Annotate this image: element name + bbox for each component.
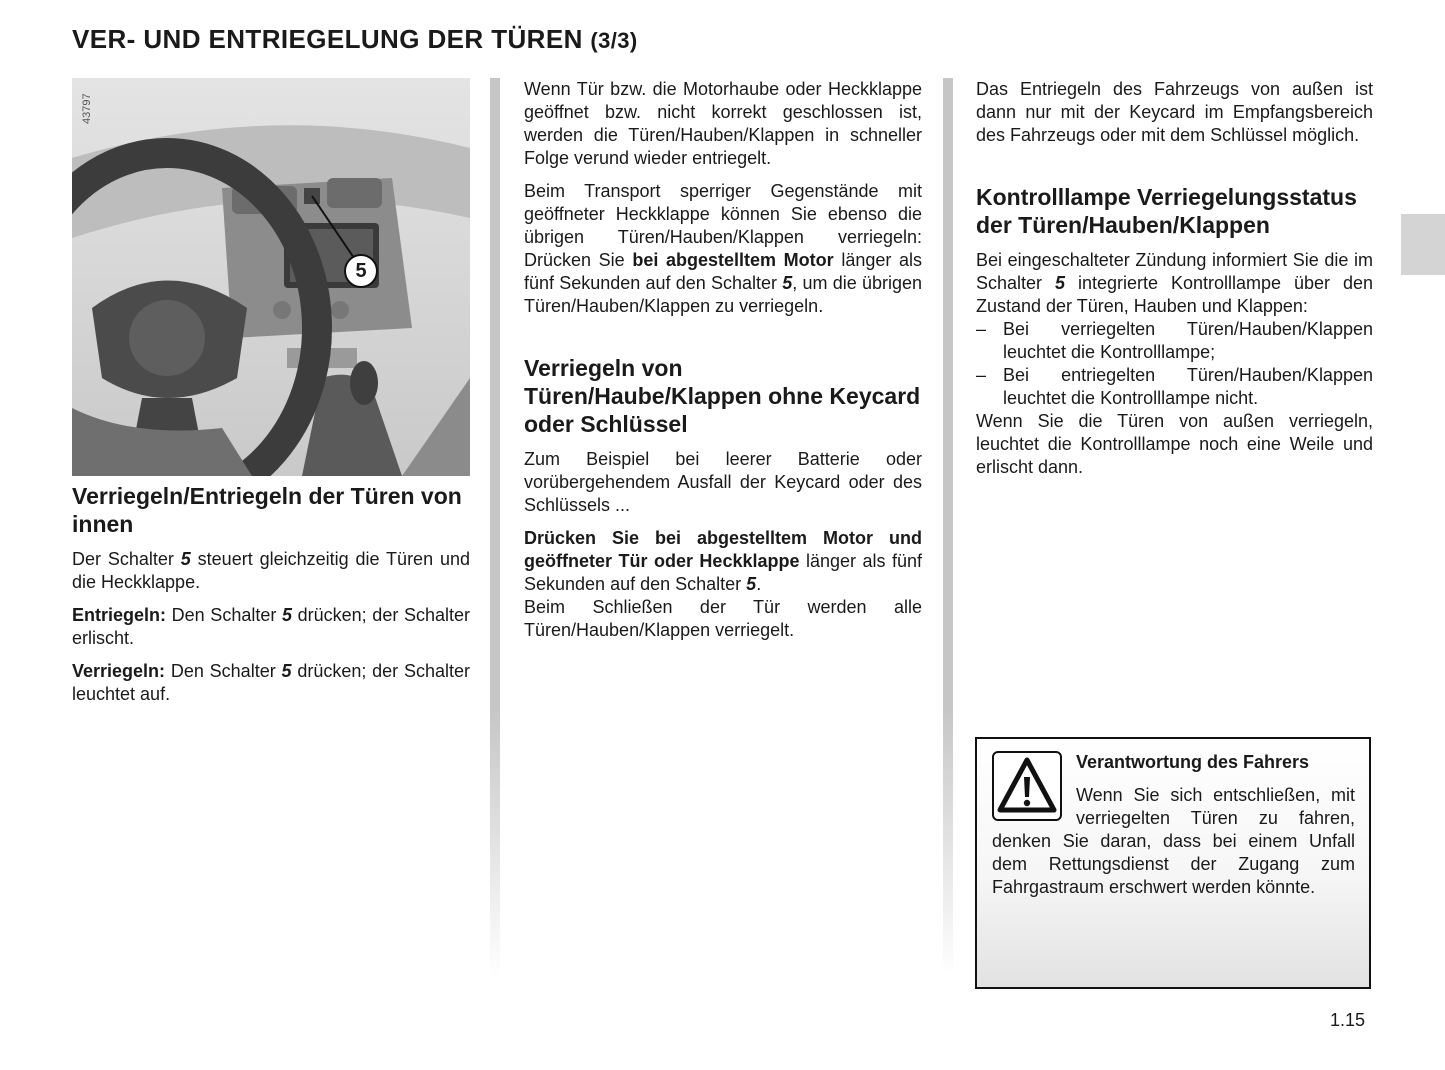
column-3 [976,78,1373,489]
column-1 [72,78,470,716]
paragraph-switch-description: Der Schalter 5 steuert gleichzeitig die Türen und die Heckklappe. [72,549,470,592]
warning-box [975,737,1371,989]
section-heading-inside-lock: Verriegeln/Entriegeln der Türen von innen [72,483,462,537]
chapter-tab-marker [1401,214,1445,275]
paragraph-transport: Beim Transport sperriger Gegenstände mit geöffneter Heckklappe können Sie ebenso die übrigen Türen/Hauben/Klappen verriegeln: Drücken Sie bei abgestelltem Motor länger als fünf Sekunden auf den Schalter 5, um die übrigen Türen/Hauben/Klappen zu verriegeln. [524,181,923,316]
section-heading-no-keycard: Verriegeln von Türen/Haube/Klappen ohne Keycard oder Schlüssel [524,355,921,437]
dashboard-illustration [72,78,470,476]
column-2 [524,78,922,652]
dashboard-figure [72,78,470,476]
list-item: – Bei verriegelten Türen/Hauben/Klappen leuchtet die Kontrolllampe; [976,318,1373,364]
paragraph-closing-door: Beim Schließen der Tür werden alle Türen/Hauben/Klappen verriegelt. [524,597,922,640]
paragraph-example: Zum Beispiel bei leerer Batterie oder vorübergehendem Ausfall der Keycard oder des Schlüssels ... [524,449,922,515]
list-item: – Bei entriegelten Türen/Hauben/Klappen leuchtet die Kontrolllampe nicht. [976,364,1373,410]
figure-id: 43797 [81,93,93,124]
warning-triangle-icon [992,751,1062,821]
page-title-part: (3/3) [590,28,638,53]
paragraph-outside-lock: Wenn Sie die Türen von außen verriegeln, leuchtet die Kontrolllampe noch eine Weile und erlischt dann. [976,411,1373,477]
warning-title: Verantwortung des Fahrers [1076,752,1310,772]
page-title: VER- UND ENTRIEGELUNG DER TÜREN (3/3) [72,24,638,54]
column-divider-2 [943,78,953,978]
paragraph-lock: Verriegeln: Den Schalter 5 drücken; der Schalter leuchtet auf. [72,661,470,704]
paragraph-outside-unlock: Das Entriegeln des Fahrzeugs von außen ist dann nur mit der Keycard im Empfangsbereich des Fahrzeugs oder mit dem Schlüssel möglich. [976,79,1373,145]
paragraph-indicator-info: Bei eingeschalteter Zündung informiert Sie die im Schalter 5 integrierte Kontrolllampe über den Zustand der Türen, Hauben und Klappen: [976,250,1373,316]
paragraph-press-switch: Drücken Sie bei abgestelltem Motor und geöffneter Tür oder Heckklappe länger als fünf Sekunden auf den Schalter 5. [524,528,922,594]
paragraph-door-open-info: Wenn Tür bzw. die Motorhaube oder Heckklappe geöffnet bzw. nicht korrekt geschlossen ist, werden die Türen/Hauben/Klappen in schneller Folge verund wieder entriegelt. [524,79,922,168]
warning-text: Wenn Sie sich entschließen, mit verriegelten Türen zu fahren, denken Sie daran, dass bei einem Unfall dem Rettungsdienst der Zugang zum Fahrgastraum erschwert werden könnte. [992,785,1355,897]
column-divider-1 [490,78,500,978]
indicator-state-list [976,318,1373,410]
section-heading-indicator-lamp: Kontrolllampe Verriegelungsstatus der Türen/Hauben/Klappen [976,184,1357,238]
page-number: 1.15 [1330,1010,1366,1030]
callout-5: 5 [344,254,378,288]
paragraph-unlock: Entriegeln: Den Schalter 5 drücken; der Schalter erlischt. [72,605,470,648]
